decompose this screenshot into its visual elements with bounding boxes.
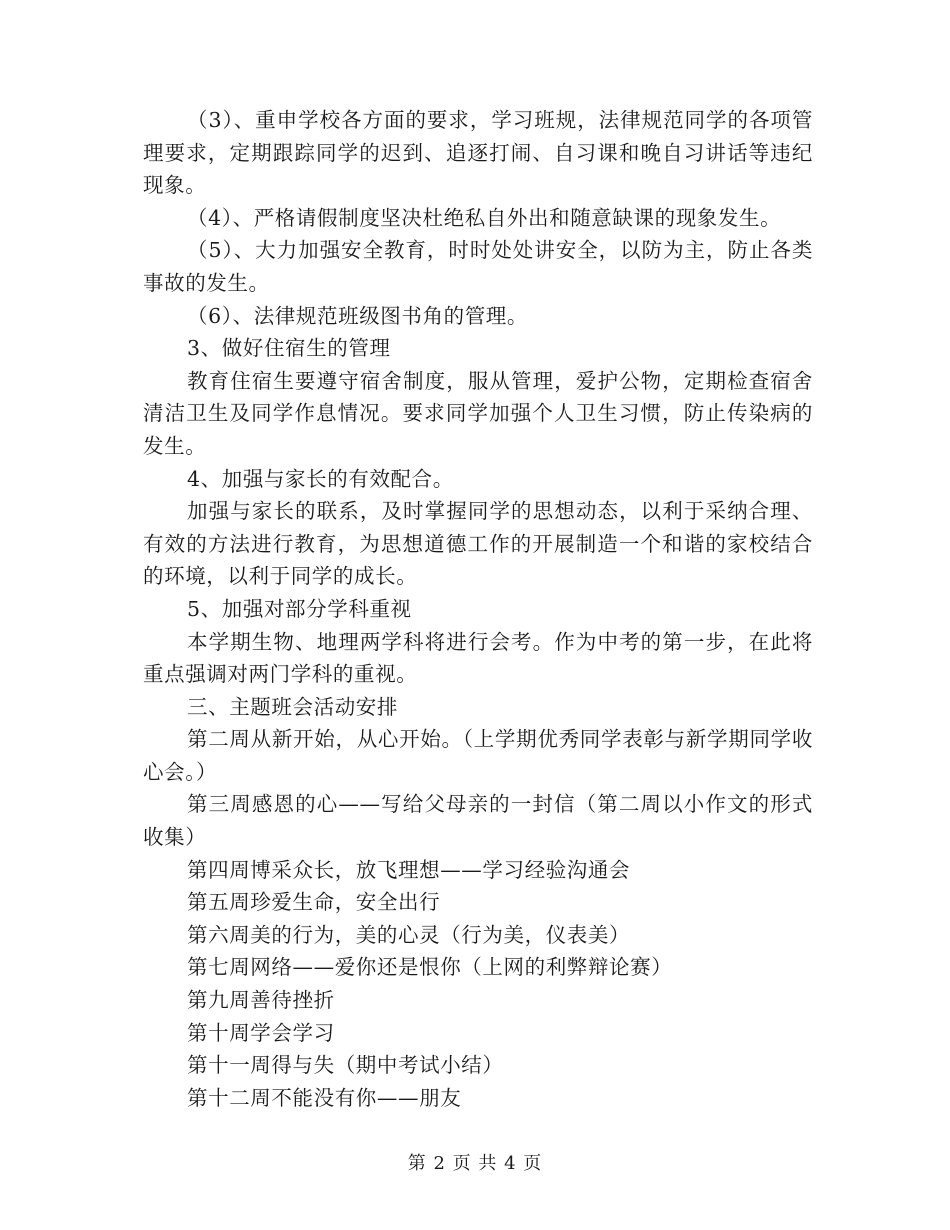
section-heading-subjects: 5、加强对部分学科重视 — [187, 596, 412, 621]
section-heading-class-meetings: 三、主题班会活动安排 — [187, 694, 398, 719]
section-heading-dorm: 3、做好住宿生的管理 — [187, 336, 391, 361]
schedule-week-11: 第十一周得与失（期中考试小结） — [187, 1053, 504, 1078]
page-number-footer: 第 2 页 共 4 页 — [407, 1153, 543, 1174]
paragraph-item-5: （5）、大力加强安全教育，时时处处讲安全，以防为主，防止各类事故的发生。 — [143, 238, 813, 295]
schedule-week-6: 第六周美的行为，美的心灵（行为美，仪表美） — [187, 922, 631, 947]
schedule-week-9: 第九周善待挫折 — [187, 988, 335, 1013]
document-body — [143, 104, 813, 1114]
paragraph-dorm: 教育住宿生要遵守宿舍制度，服从管理，爱护公物，定期检查宿舍清洁卫生及同学作息情况。要求同学加强个人卫生习惯，防止传染病的发生。 — [143, 368, 813, 458]
schedule-week-7: 第七周网络——爱你还是恨你（上网的利弊辩论赛） — [187, 955, 673, 980]
paragraph-parents: 加强与家长的联系，及时掌握同学的思想动态，以利于采纳合理、有效的方法进行教育，为思想道德工作的开展制造一个和谐的家校结合的环境，以利于同学的成长。 — [143, 499, 813, 589]
paragraph-item-4: （4）、严格请假制度坚决杜绝私自外出和随意缺课的现象发生。 — [187, 205, 782, 230]
section-heading-parents: 4、加强与家长的有效配合。 — [187, 466, 454, 491]
schedule-week-3: 第三周感恩的心——写给父母亲的一封信（第二周以小作文的形式收集） — [143, 792, 813, 850]
schedule-week-5: 第五周珍爱生命，安全出行 — [187, 890, 441, 915]
schedule-week-4: 第四周博采众长，放飞理想——学习经验沟通会 — [187, 857, 631, 882]
paragraph-item-6: （6）、法律规范班级图书角的管理。 — [187, 303, 528, 328]
schedule-week-10: 第十周学会学习 — [187, 1020, 335, 1045]
schedule-week-2: 第二周从新开始，从心开始。（上学期优秀同学表彰与新学期同学收心会。） — [143, 727, 813, 784]
paragraph-subjects: 本学期生物、地理两学科将进行会考。作为中考的第一步，在此将重点强调对两门学科的重视。 — [143, 629, 813, 687]
paragraph-item-3: （3）、重申学校各方面的要求，学习班规，法律规范同学的各项管理要求，定期跟踪同学的迟到、追逐打闹、自习课和晚自习讲话等违纪现象。 — [143, 108, 813, 198]
schedule-week-12: 第十二周不能没有你——朋友 — [187, 1085, 462, 1110]
